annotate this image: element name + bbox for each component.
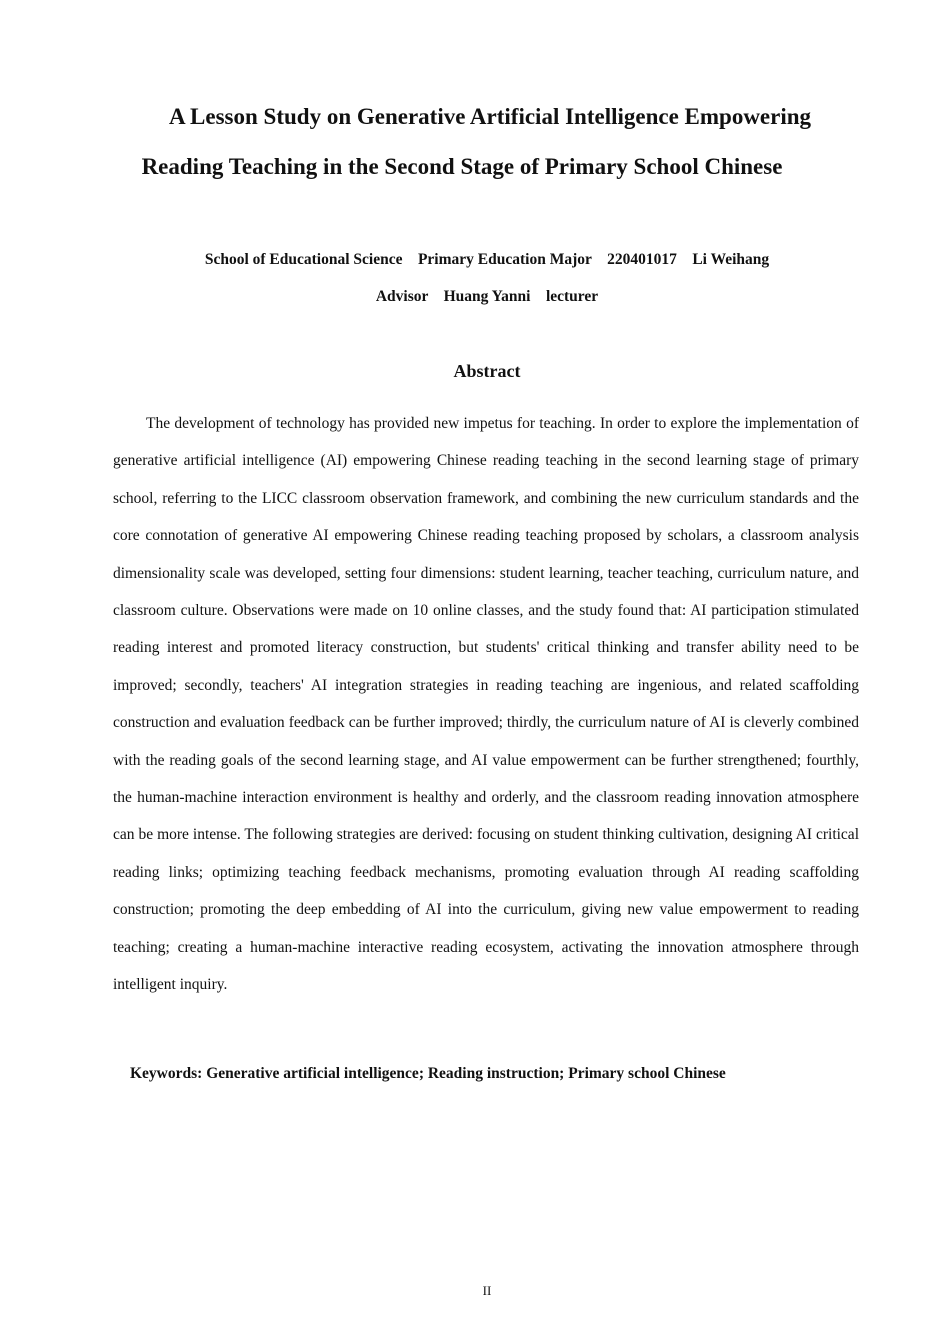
keywords-line: Keywords: Generative artificial intelligence; Reading instruction; Primary school Chinese [130,1065,726,1082]
abstract-heading: Abstract [453,361,521,381]
author-info: School of Educational Science Primary Education Major 220401017 Li Weihang [204,251,770,268]
paper-title-line-1: A Lesson Study on Generative Artificial Intelligence Empowering [168,104,812,129]
paper-title-line-2: Reading Teaching in the Second Stage of Primary School Chinese [141,154,783,179]
advisor-info: Advisor Huang Yanni lecturer [375,288,599,305]
abstract-body: The development of technology has provided new impetus for teaching. In order to explore the implementation of generative artificial intelligence (AI) empowering Chinese reading teaching in the second learning stage of primary school, referring to the LICC classroom observation framework, and combining the new curriculum standards and the core connotation of generative AI empowering Chinese reading teaching proposed by scholars, a classroom analysis dimensionality scale was developed, setting four dimensions: student learning, teacher teaching, curriculum nature, and classroom culture. Observations were made on 10 online classes, and the study found that: AI participation stimulated reading interest and promoted literacy construction, but students' critical thinking and transfer ability need to be improved; secondly, teachers' AI integration strategies in reading teaching are ingenious, and related scaffolding construction and evaluation feedback can be further improved; thirdly, the curriculum nature of AI is cleverly combined with the reading goals of the second learning stage, and AI value empowerment can be further strengthened; fourthly, the human-machine interaction environment is healthy and orderly, and the classroom reading innovation atmosphere can be more intense. The following strategies are derived: focusing on student thinking cultivation, designing AI critical reading links; optimizing teaching feedback mechanisms, promoting evaluation through AI reading scaffolding construction; promoting the deep embedding of AI into the curriculum, giving new value empowerment to reading teaching; creating a human-machine interactive reading ecosystem, activating the innovation atmosphere through intelligent inquiry. [113,415,859,994]
page-number: II [482,1283,492,1298]
